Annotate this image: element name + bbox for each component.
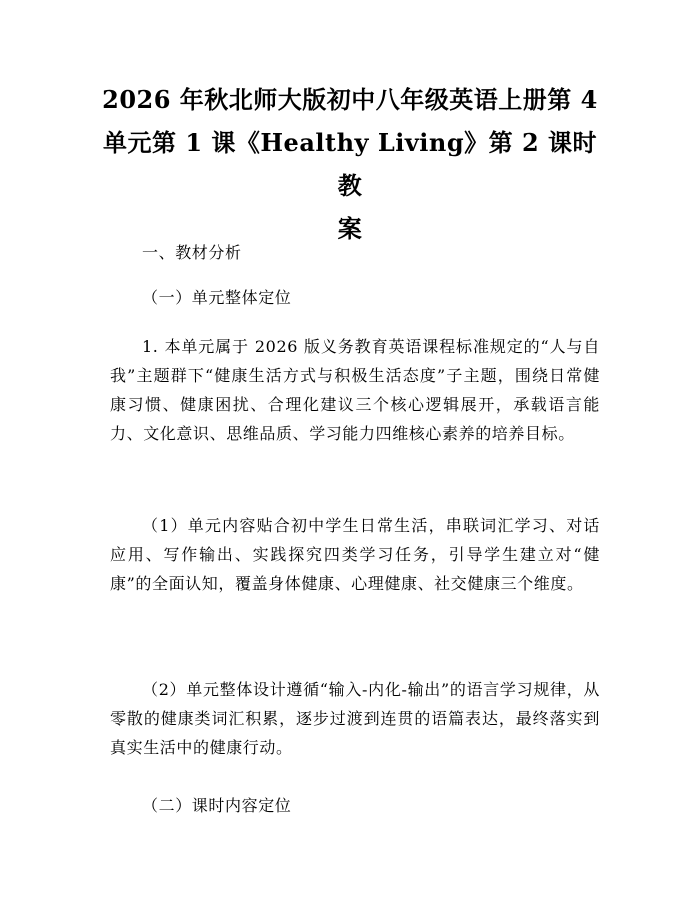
title-line-2: 单元第 1 课《Healthy Living》第 2 课时教 xyxy=(102,128,598,200)
document-title xyxy=(95,78,605,250)
subsection-heading-lesson-positioning: （二）课时内容定位 xyxy=(142,796,292,815)
title-line-1: 2026 年秋北师大版初中八年级英语上册第 4 xyxy=(102,85,598,114)
paragraph-unit-overview: 1. 本单元属于 2026 版义务教育英语课程标准规定的“人与自我”主题群下“健康生活方式与积极生活态度”子主题，围绕日常健康习惯、健康困扰、合理化建议三个核心逻辑展开，承载语言能力、文化意识、思维品质、学习能力四维核心素养的培养目标。 xyxy=(110,337,600,443)
subsection-heading-unit-positioning: （一）单元整体定位 xyxy=(142,288,292,307)
paragraph-unit-content: （1）单元内容贴合初中学生日常生活，串联词汇学习、对话应用、写作输出、实践探究四类学习任务，引导学生建立对“健康”的全面认知，覆盖身体健康、心理健康、社交健康三个维度。 xyxy=(110,516,600,593)
title-line-3: 案 xyxy=(337,214,363,243)
paragraph-unit-design: （2）单元整体设计遵循“输入-内化-输出”的语言学习规律，从零散的健康类词汇积累，逐步过渡到连贯的语篇表达，最终落实到真实生活中的健康行动。 xyxy=(110,680,600,757)
section-heading-textbook-analysis: 一、教材分析 xyxy=(142,243,242,262)
